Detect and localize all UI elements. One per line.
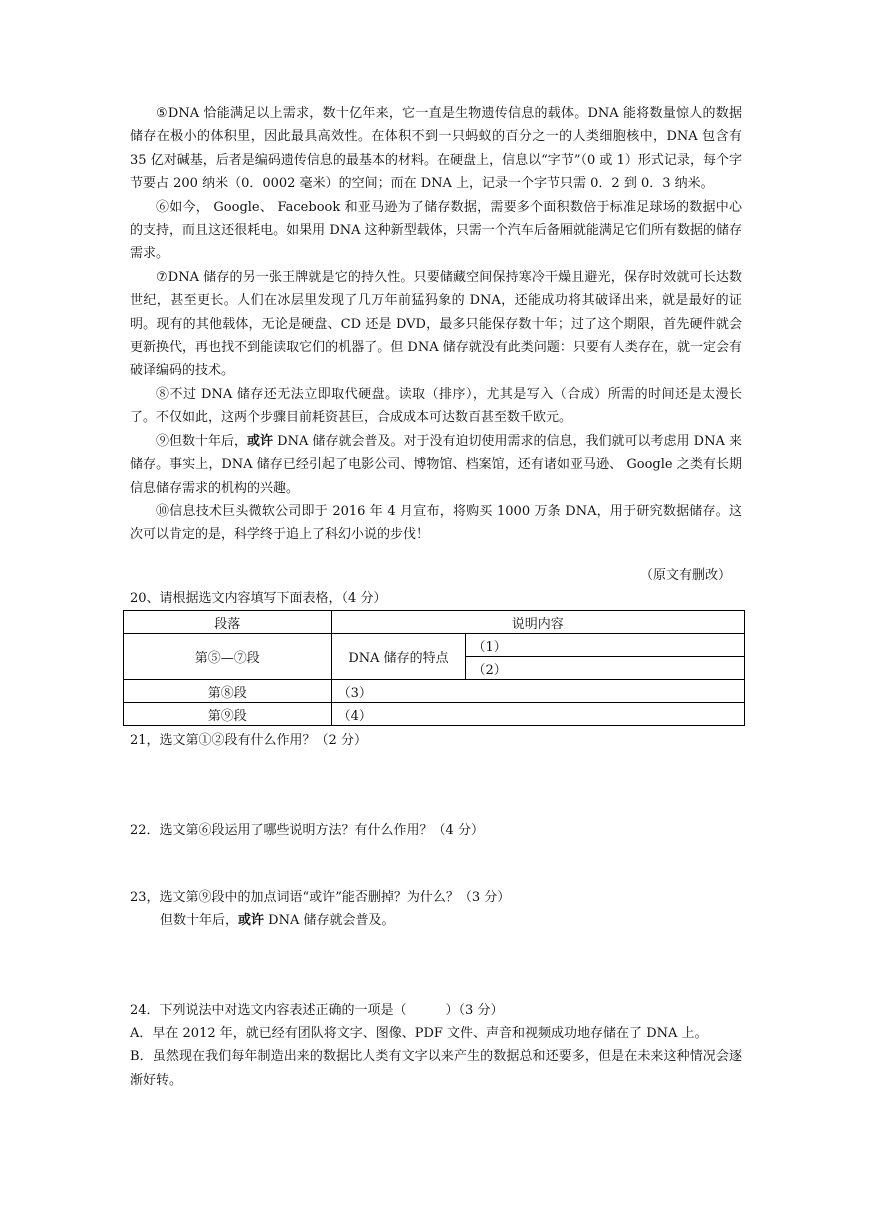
option-b[interactable]: B．虽然现在我们每年制造出来的数据比人类有文字以来产生的数据总和还要多，但是在未来这种情况会逐渐好转。 (130, 1049, 742, 1088)
paragraph-9 (130, 430, 742, 500)
row1-topic: DNA 储存的特点 (331, 634, 466, 680)
header-paragraph: 段落 (124, 611, 332, 634)
question-23 (130, 886, 742, 932)
row2-paragraph: 第⑧段 (124, 680, 332, 703)
paragraph-8: ⑧不过 DNA 储存还无法立即取代硬盘。读取（排序），尤其是写入（合成）所需的时间还是太漫长了。不仅如此，这两个步骤目前耗资甚巨，合成成本可达数百甚至数千欧元。 (130, 386, 742, 426)
table-row (124, 634, 745, 657)
answer-blank-1[interactable]: （1） (466, 634, 745, 657)
row1-paragraph: 第⑤—⑦段 (124, 634, 332, 680)
paragraph-10: ⑩信息技术巨头微软公司即于 2016 年 4 月宣布，将购买 1000 万条 DNA，用于研究数据储存。这次可以肯定的是，科学终于追上了科幻小说的步伐！ (130, 503, 742, 543)
answer-blank-2[interactable]: （2） (466, 657, 745, 680)
option-a[interactable]: A．早在 2012 年，就已经有团队将文字、图像、PDF 文件、声音和视频成功地存储在了 DNA 上。 (130, 1026, 708, 1041)
question-24 (130, 999, 742, 1092)
paragraph-7: ⑦DNA 储存的另一张王牌就是它的持久性。只要储藏空间保持寒冷干燥且避光，保存时效就可长达数世纪，甚至更长。人们在冰层里发现了几万年前猛犸象的 DNA，还能成功将其破译出来，就是最好的证明。现有的其他载体，无论是硬盘、CD 还是 DVD，最多只能保存数十年；过了这个期限，首先硬件就会更新换代，再也找不到能读取它们的机器了。但 DNA 储存就没有此类问题：只要有人类存在，就一定会有破译编码的技术。 (130, 269, 742, 379)
answer-blank-3[interactable]: （3） (331, 680, 744, 703)
question-22-prompt: 22．选文第⑥段运用了哪些说明方法？有什么作用？（4 分） (130, 823, 484, 838)
quote-rest: DNA 储存就会普及。 (264, 913, 395, 928)
question-22 (130, 819, 742, 842)
table-row (124, 680, 745, 703)
paragraph-5: ⑤DNA 恰能满足以上需求，数十亿年来，它一直是生物遗传信息的载体。DNA 能将数量惊人的数据储存在极小的体积里，因此最具高效性。在体积不到一只蚂蚁的百分之一的人类细胞核中，DNA 包含有 35 亿对碱基，后者是编码遗传信息的最基本的材料。在硬盘上，信息以“字节”（0 或 1）形式记录，每个字节要占 200 纳米（0．0002 毫米）的空间；而在 DNA 上，记录一个字节只需 0．2 到 0．3 纳米。 (130, 106, 742, 192)
question-24-prompt: 24．下列说法中对选文内容表述正确的一项是（ ）（3 分） (130, 1003, 504, 1018)
table-header-row (124, 611, 745, 634)
quote-start: 但数十年后， (160, 913, 239, 928)
question-20 (130, 587, 742, 610)
paragraph-9-rest: DNA 储存就会普及。对于没有迫切使用需求的信息，我们就可以考虑用 DNA 来储存。事实上，DNA 储存已经引起了电影公司、博物馆、档案馆，还有诸如亚马逊、 Google 之类有长期信息储存需求的机构的兴趣。 (130, 433, 742, 496)
source-note: （原文有删改） (639, 568, 731, 583)
question-23-quote (130, 909, 742, 932)
answer-table (123, 610, 745, 726)
answer-blank-4[interactable]: （4） (331, 703, 744, 726)
question-20-prompt: 20、请根据选文内容填写下面表格，（4 分） (130, 591, 387, 606)
question-21-prompt: 21，选文第①②段有什么作用？（2 分） (130, 733, 367, 748)
question-21 (130, 729, 742, 752)
table-row (124, 703, 745, 726)
row3-paragraph: 第⑨段 (124, 703, 332, 726)
dotted-word-huoxu: 或许 (238, 913, 265, 928)
article-body (130, 102, 742, 547)
dotted-word-huoxu: 或许 (247, 433, 274, 449)
question-23-prompt: 23，选文第⑨段中的加点词语“或许”能否删掉？为什么？（3 分） (130, 890, 511, 905)
paragraph-6: ⑥如今， Google、 Facebook 和亚马逊为了储存数据，需要多个面积数倍于标准足球场的数据中心的支持，而且这还很耗电。如果用 DNA 这种新型载体，只需一个汽车后备厢就能满足它们所有数据的储存需求。 (130, 199, 742, 262)
header-content: 说明内容 (331, 611, 744, 634)
paragraph-9-start: ⑨但数十年后， (156, 433, 248, 449)
